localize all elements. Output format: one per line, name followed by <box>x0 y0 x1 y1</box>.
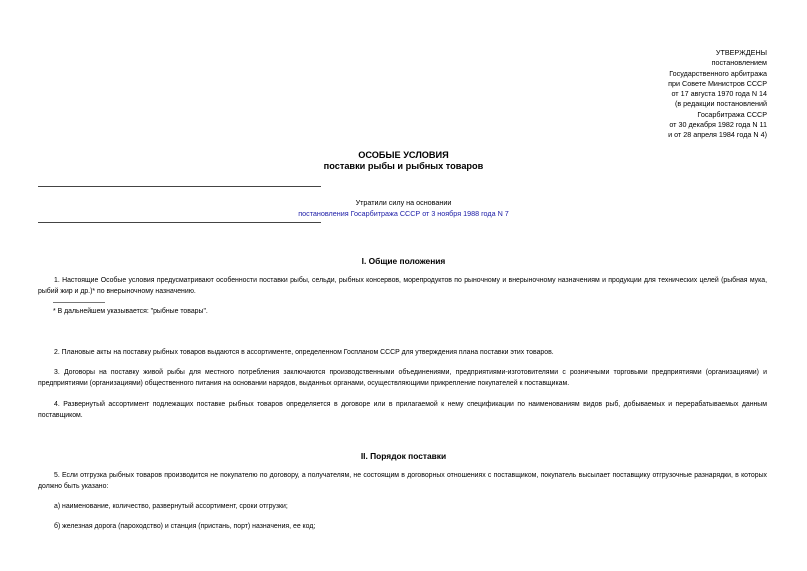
paragraph-1: 1. Настоящие Особые условия предусматривают особенности поставки рыбы, сельди, рыбных консервов, морепродуктов по рыночному и внерыночному назначениям и продукции для технических целей (рыбная мука, рыбий жир и др.)* по внерыночному назначению. <box>38 277 767 295</box>
lost-force-note: Утратили силу на основании <box>355 198 452 207</box>
approval-line: УТВЕРЖДЕНЫ <box>715 48 767 57</box>
list-item-a: а) наименование, количество, развернутый ассортимент, сроки отгрузки; <box>54 503 288 510</box>
divider-top <box>38 186 321 187</box>
footnote: * В дальнейшем указывается: "рыбные товары". <box>53 308 208 315</box>
approval-line: при Совете Министров СССР <box>668 78 767 88</box>
footnote-rule <box>53 302 105 303</box>
section-heading-general: I. Общие положения <box>361 256 446 266</box>
document-title: ОСОБЫЕ УСЛОВИЯ <box>358 150 449 160</box>
approval-line: (в редакции постановлений <box>674 99 767 109</box>
approval-block <box>547 48 767 141</box>
approval-line: Государственного арбитража <box>669 68 767 78</box>
paragraph-4: 4. Развернутый ассортимент подлежащих поставке рыбных товаров определяется в договоре или в прилагаемой к нему спецификации по наименованиям видов рыб, добываемых и перерабатываемых данным поставщиком. <box>38 401 767 419</box>
section-heading-delivery: II. Порядок поставки <box>360 451 447 461</box>
approval-line: и от 28 апреля 1984 года N 4) <box>668 130 767 140</box>
document-subtitle: поставки рыбы и рыбных товаров <box>323 161 484 171</box>
paragraph-2: 2. Плановые акты на поставку рыбных товаров выдаются в ассортименте, определенном Госпланом СССР для утверждения плана поставки этих товаров. <box>54 349 554 356</box>
list-item-b: б) железная дорога (пароходство) и станция (пристань, порт) назначения, ее код; <box>54 523 316 530</box>
divider-bottom <box>38 222 321 223</box>
paragraph-5: 5. Если отгрузка рыбных товаров производится не покупателю по договору, а получателям, не состоящим в договорных отношениях с поставщиком, покупатель высылает поставщику отгрузочные разнарядки, в которых должно быть указано: <box>38 472 767 490</box>
repeal-decree-link[interactable]: постановления Госарбитража СССР от 3 ноября 1988 года N 7 <box>298 209 509 218</box>
approval-line: от 17 августа 1970 года N 14 <box>671 89 767 99</box>
approval-line: Госарбитража СССР <box>697 109 767 119</box>
paragraph-3: 3. Договоры на поставку живой рыбы для местного потребления заключаются производственными объединениями, предприятиями-изготовителями с розничными торговыми предприятиями (организациями) и предприятиями (организациями) общественного питания на основании нарядов, выданных органами, осуществляющими прикрепление покупателей к поставщикам. <box>38 369 767 387</box>
approval-line: постановлением <box>711 58 767 68</box>
approval-line: от 30 декабря 1982 года N 11 <box>669 120 767 130</box>
